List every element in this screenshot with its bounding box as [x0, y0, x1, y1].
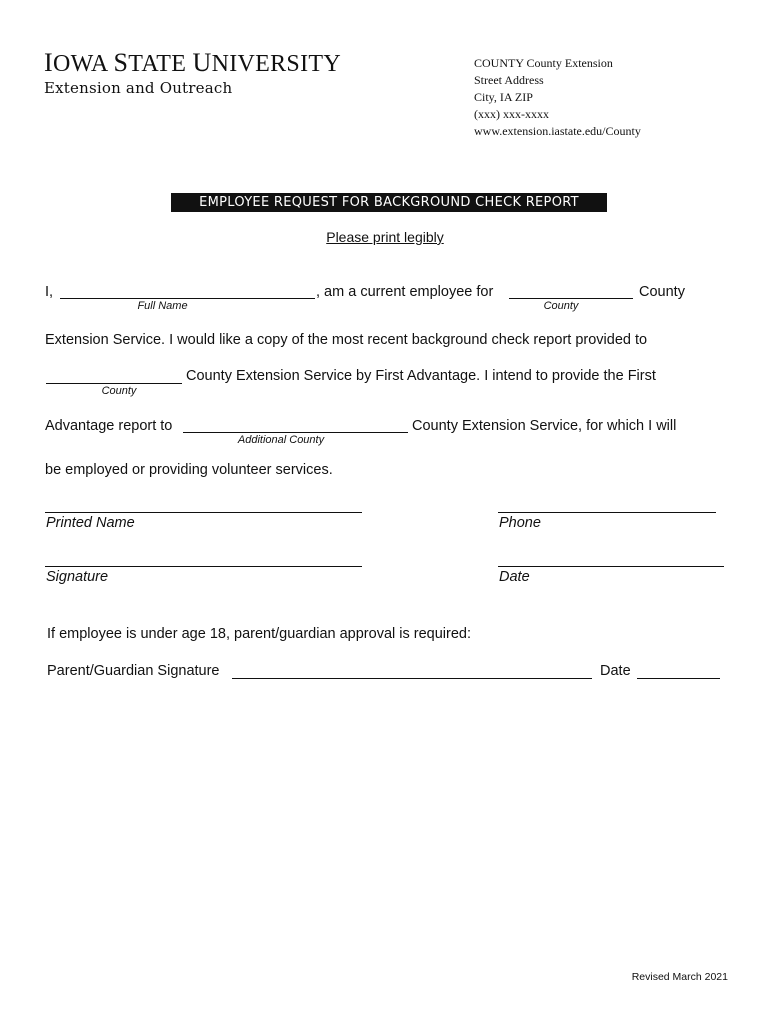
- additional-county-blank[interactable]: [183, 432, 408, 433]
- county-blank-1[interactable]: [509, 298, 633, 299]
- guardian-note: If employee is under age 18, parent/guardian approval is required:: [47, 626, 471, 642]
- additional-county-caption: Additional County: [237, 434, 325, 446]
- guardian-signature-line[interactable]: [232, 678, 592, 679]
- text-line-4: County Extension Service, for which I will: [412, 418, 677, 434]
- address-line: City, IA ZIP: [474, 90, 533, 104]
- text-line-2: Extension Service. I would like a copy of the most recent background check report provided to: [45, 332, 648, 348]
- county-blank-2[interactable]: [46, 383, 182, 384]
- address-line: COUNTY County Extension: [474, 56, 613, 70]
- date-label: Date: [499, 569, 530, 585]
- county-caption-1: County: [543, 300, 579, 312]
- text-county: County: [639, 284, 685, 300]
- text-line-5: be employed or providing volunteer services.: [45, 462, 333, 478]
- guardian-date-label: Date: [600, 663, 631, 679]
- text-advantage-report: Advantage report to: [45, 418, 173, 434]
- county-caption-2: County: [101, 385, 137, 397]
- address-line: www.extension.iastate.edu/County: [474, 124, 641, 138]
- logo-wordmark: IOWA STATE UNIVERSITY: [44, 48, 341, 77]
- full-name-blank[interactable]: [60, 298, 315, 299]
- address-line: Street Address: [474, 73, 544, 87]
- printed-name-label: Printed Name: [46, 515, 135, 531]
- phone-line[interactable]: [498, 512, 716, 513]
- text-prefix-i: I,: [45, 284, 54, 300]
- form-subtitle: Please print legibly: [326, 229, 444, 245]
- university-logo: [44, 50, 341, 97]
- text-line-3: County Extension Service by First Advantage. I intend to provide the First: [186, 368, 656, 384]
- text-employee-for: , am a current employee for: [316, 284, 494, 300]
- revision-note: Revised March 2021: [631, 971, 728, 983]
- full-name-caption: Full Name: [137, 300, 188, 312]
- date-line[interactable]: [498, 566, 724, 567]
- office-address: [474, 55, 641, 140]
- guardian-date-line[interactable]: [637, 678, 720, 679]
- logo-subtitle: Extension and Outreach: [44, 79, 233, 97]
- signature-line[interactable]: [45, 566, 362, 567]
- form-title: EMPLOYEE REQUEST FOR BACKGROUND CHECK REPORT: [171, 193, 607, 212]
- phone-label: Phone: [499, 515, 541, 531]
- guardian-signature-label: Parent/Guardian Signature: [47, 663, 220, 679]
- address-line: (xxx) xxx-xxxx: [474, 107, 549, 121]
- printed-name-line[interactable]: [45, 512, 362, 513]
- signature-label: Signature: [46, 569, 109, 585]
